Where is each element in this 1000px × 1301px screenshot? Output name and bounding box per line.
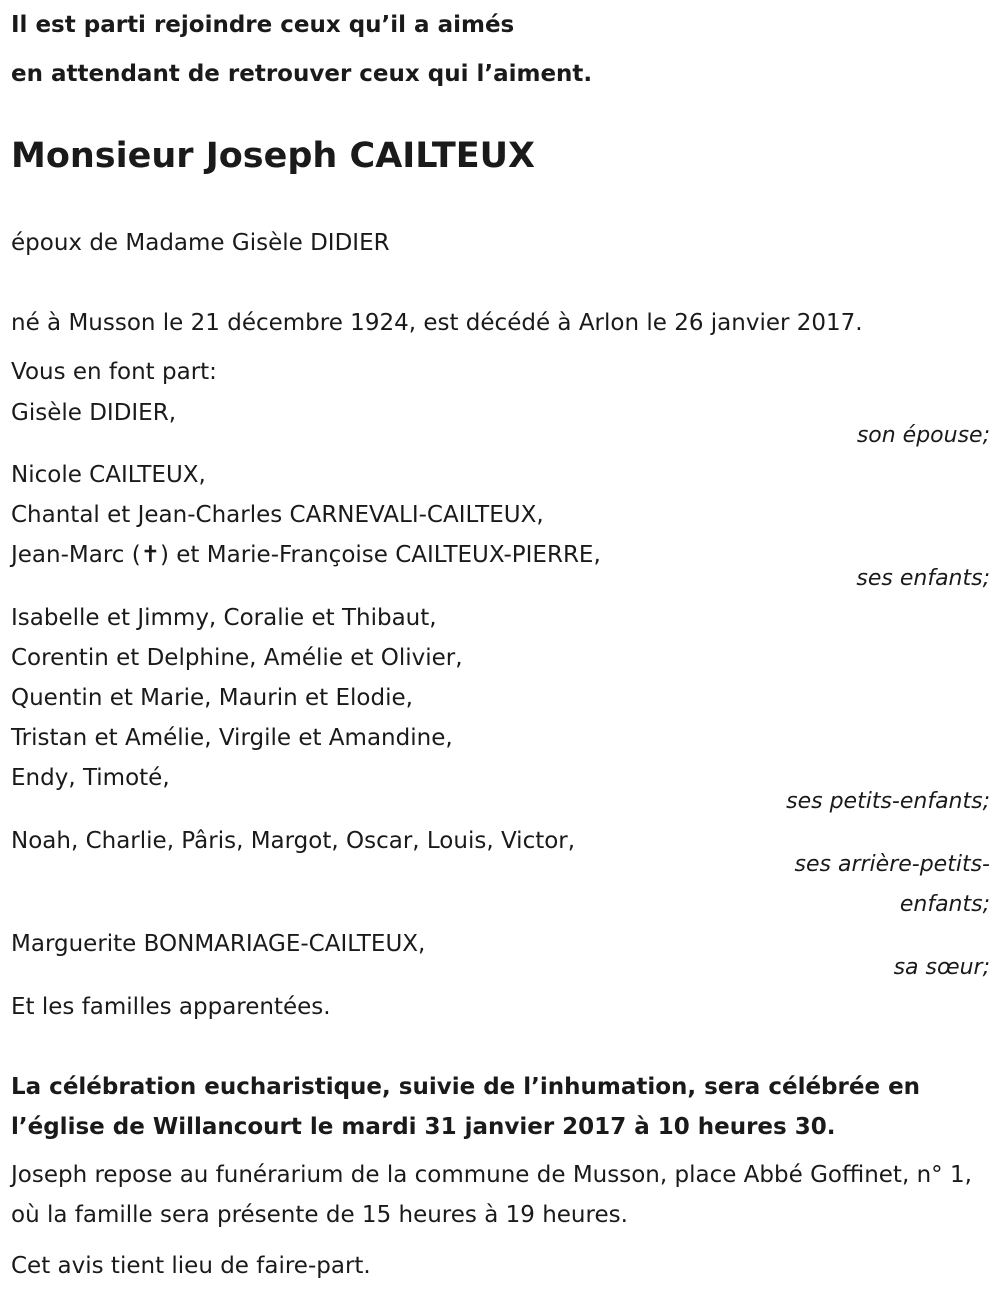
family-name-grandchild: Endy, Timoté, [11,765,170,791]
intro-line-2: en attendant de retrouver ceux qui l’aiment. [11,61,593,87]
birth-death-line: né à Musson le 21 décembre 1924, est décédé à Arlon le 26 janvier 2017. [11,310,863,336]
role-grandchildren: ses petits-enfants; [786,789,990,814]
role-great-grandchildren-line-2: enfants; [899,892,990,917]
role-spouse: son épouse; [856,423,990,448]
deceased-name: Monsieur Joseph CAILTEUX [11,136,536,176]
family-name-child: Chantal et Jean-Charles CARNEVALI-CAILTEUX, [11,502,544,528]
family-name-grandchild: Tristan et Amélie, Virgile et Amandine, [11,725,453,751]
role-great-grandchildren-line-1: ses arrière-petits- [794,852,990,877]
role-sister: sa sœur; [893,955,990,980]
family-name-grandchild: Corentin et Delphine, Amélie et Olivier, [11,645,463,671]
announcers-intro: Vous en font part: [11,359,217,385]
family-name-child: Jean-Marc (✝) et Marie-Françoise CAILTEUX-PIERRE, [11,542,601,568]
family-name-grandchild: Quentin et Marie, Maurin et Elodie, [11,685,413,711]
family-name-grandchild: Isabelle et Jimmy, Coralie et Thibaut, [11,605,437,631]
family-name-spouse: Gisèle DIDIER, [11,400,177,426]
family-name-sister: Marguerite BONMARIAGE-CAILTEUX, [11,931,426,957]
family-name-great-grandchild: Noah, Charlie, Pâris, Margot, Oscar, Louis, Victor, [11,828,576,854]
notice-line: Cet avis tient lieu de faire-part. [11,1253,371,1279]
funeral-home-paragraph: Joseph repose au funérarium de la commune de Musson, place Abbé Goffinet, n° 1, où la famille sera présente de 15 heures à 19 heures. [11,1162,972,1228]
intro-line-1: Il est parti rejoindre ceux qu’il a aimés [11,12,515,38]
family-name-child: Nicole CAILTEUX, [11,462,206,488]
spouse-line: époux de Madame Gisèle DIDIER [11,230,390,256]
ceremony-paragraph: La célébration eucharistique, suivie de l’inhumation, sera célébrée en l’église de Willancourt le mardi 31 janvier 2017 à 10 heures 30. [11,1074,921,1140]
closing-line: Et les familles apparentées. [11,994,331,1020]
role-children: ses enfants; [856,566,990,591]
